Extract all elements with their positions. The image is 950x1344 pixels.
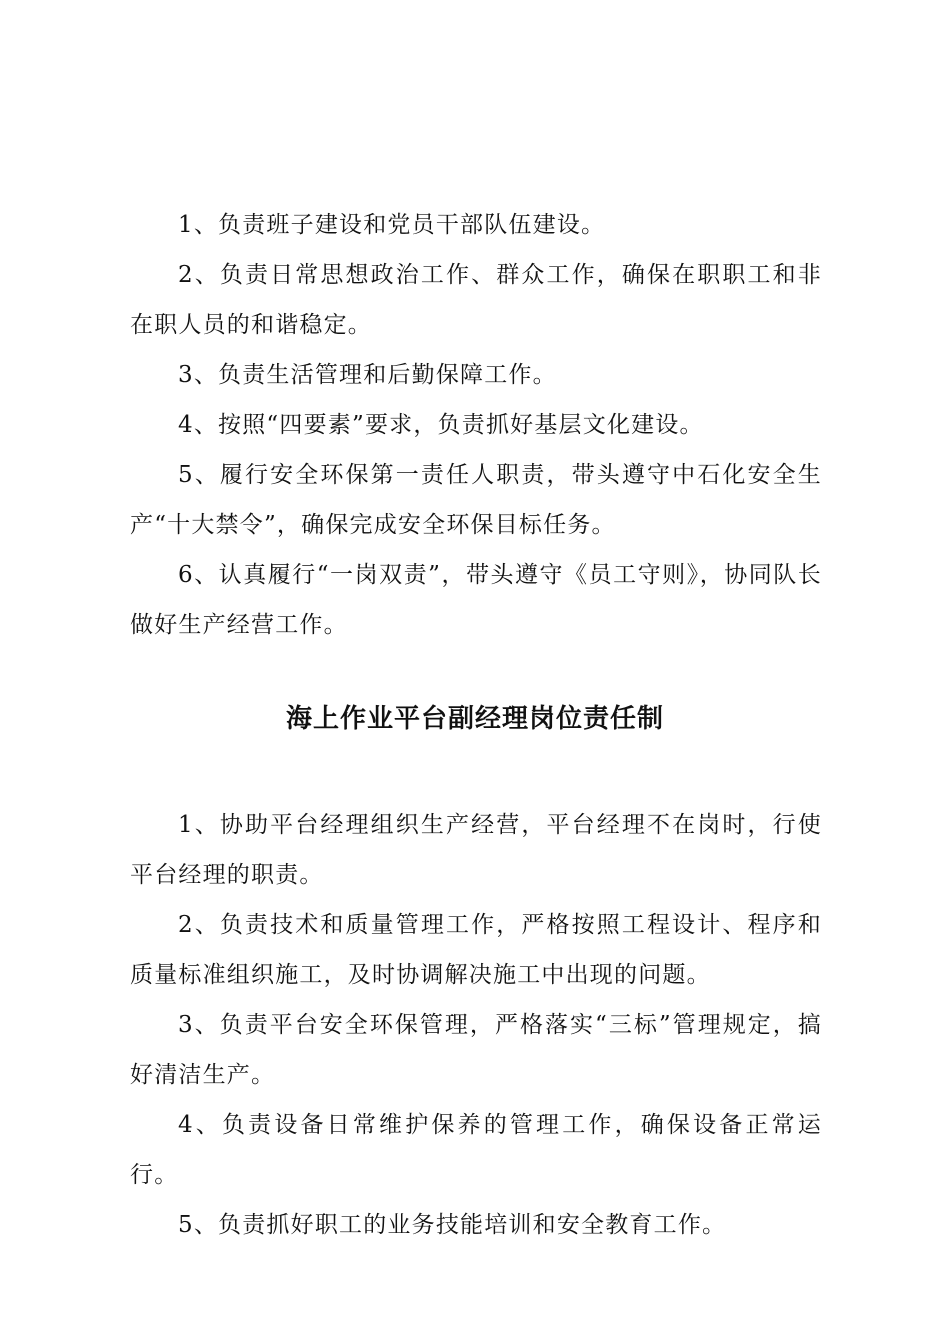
section-title: 海上作业平台副经理岗位责任制 <box>285 704 664 734</box>
responsibility-list-2 <box>130 800 822 1250</box>
list-item: 1、负责班子建设和党员干部队伍建设。 <box>178 212 606 238</box>
list-item: 4、按照“四要素”要求，负责抓好基层文化建设。 <box>178 412 704 438</box>
list-item: 6、认真履行“一岗双责”，带头遵守《员工守则》，协同队长做好生产经营工作。 <box>130 562 822 638</box>
list-item: 2、负责日常思想政治工作、群众工作，确保在职职工和非在职人员的和谐稳定。 <box>130 262 822 338</box>
list-item: 1、协助平台经理组织生产经营，平台经理不在岗时，行使平台经理的职责。 <box>130 812 822 888</box>
list-item: 5、履行安全环保第一责任人职责，带头遵守中石化安全生产“十大禁令”，确保完成安全环保目标任务。 <box>130 462 822 538</box>
responsibility-list-1 <box>130 200 822 650</box>
list-item: 4、负责设备日常维护保养的管理工作，确保设备正常运行。 <box>130 1112 822 1188</box>
list-item: 3、负责平台安全环保管理，严格落实“三标”管理规定，搞好清洁生产。 <box>130 1012 822 1088</box>
list-item: 3、负责生活管理和后勤保障工作。 <box>178 362 557 388</box>
list-item: 2、负责技术和质量管理工作，严格按照工程设计、程序和质量标准组织施工，及时协调解决施工中出现的问题。 <box>130 912 822 988</box>
list-item: 5、负责抓好职工的业务技能培训和安全教育工作。 <box>178 1212 727 1238</box>
